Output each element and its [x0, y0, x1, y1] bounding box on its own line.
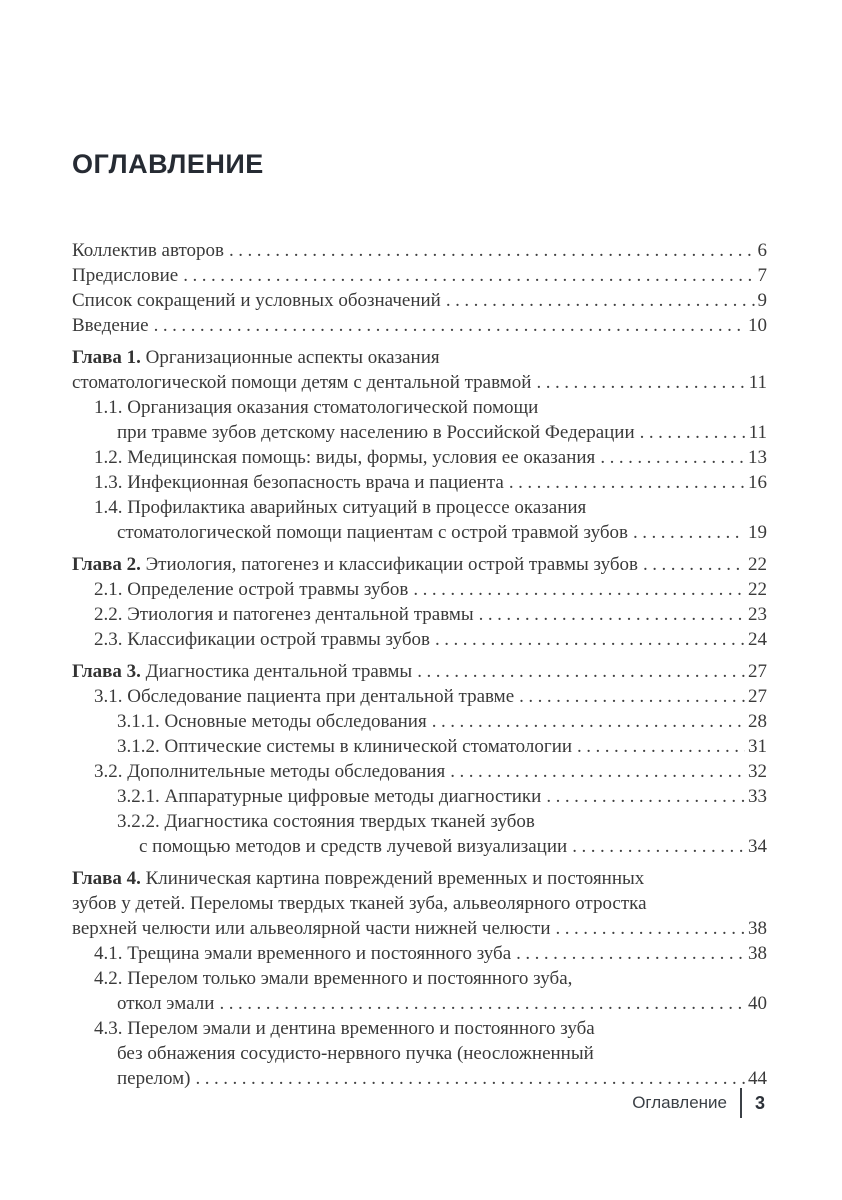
toc-entry-text: стоматологической помощи детям с дентальной травмой — [72, 372, 532, 393]
toc-entry-text: Коллектив авторов — [72, 240, 224, 261]
toc-entry-text: 4.1. Трещина эмали временного и постоянного зуба — [94, 943, 512, 964]
toc-entry-line — [72, 916, 767, 941]
toc-entry — [72, 627, 767, 652]
toc-entry — [72, 784, 767, 809]
footer-divider — [740, 1088, 742, 1118]
toc-entry-line — [72, 709, 767, 734]
toc-entry-text: при травме зубов детскому населению в Российской Федерации — [117, 422, 635, 443]
chapter-label: Глава 3. — [72, 661, 146, 682]
chapter-label: Глава 2. — [72, 554, 146, 575]
toc-page-number: 13 — [748, 447, 767, 468]
toc-entry-text: 1.2. Медицинская помощь: виды, формы, условия ее оказания — [94, 447, 596, 468]
dot-leader — [432, 709, 745, 734]
dot-leader — [516, 941, 745, 966]
toc-entry-line — [72, 520, 767, 545]
toc-entry-line — [72, 891, 767, 916]
dot-leader — [643, 552, 745, 577]
toc-page-number: 32 — [748, 761, 767, 782]
dot-leader — [435, 627, 745, 652]
chapter-label: Глава 1. — [72, 347, 146, 368]
toc-entry-text: 1.4. Профилактика аварийных ситуаций в процессе оказания — [94, 497, 587, 518]
toc-entry-text: 3.2. Дополнительные методы обследования — [94, 761, 446, 782]
toc-entry-text: без обнажения сосудисто-нервного пучка (неосложненный — [117, 1043, 594, 1064]
dot-leader — [154, 313, 745, 338]
toc-entry — [72, 395, 767, 445]
toc-page-number: 38 — [748, 918, 767, 939]
toc-entry-text: с помощью методов и средств лучевой визуализации — [139, 836, 568, 857]
dot-leader — [572, 834, 745, 859]
toc-entry-text: 2.2. Этиология и патогенез дентальной травмы — [94, 604, 474, 625]
toc-entry-line — [72, 395, 767, 420]
toc-entry — [72, 866, 767, 941]
toc-entry — [72, 288, 767, 313]
toc-entry — [72, 345, 767, 395]
dot-leader — [519, 684, 745, 709]
toc-entry — [72, 552, 767, 577]
toc-entry-line — [72, 420, 767, 445]
toc-page-number: 22 — [748, 579, 767, 600]
toc-entry-line — [72, 370, 767, 395]
toc-list — [72, 238, 767, 1091]
toc-entry — [72, 734, 767, 759]
toc-entry-text: верхней челюсти или альвеолярной части нижней челюсти — [72, 918, 551, 939]
toc-entry-text: перелом) — [117, 1068, 191, 1089]
toc-entry-text: 3.2.1. Аппаратурные цифровые методы диагностики — [117, 786, 542, 807]
toc-entry-line — [72, 809, 767, 834]
toc-page-number: 19 — [748, 522, 767, 543]
toc-entry-text: зубов у детей. Переломы твердых тканей зуба, альвеолярного отростка — [72, 893, 647, 914]
toc-entry — [72, 602, 767, 627]
toc-entry-text: Глава 3. Диагностика дентальной травмы — [72, 661, 413, 682]
toc-entry-line — [72, 684, 767, 709]
toc-page-number: 38 — [748, 943, 767, 964]
toc-entry-text: Список сокращений и условных обозначений — [72, 290, 441, 311]
toc-entry-text: стоматологической помощи пациентам с острой травмой зубов — [117, 522, 629, 543]
dot-leader — [536, 370, 745, 395]
toc-page-number: 27 — [748, 661, 767, 682]
dot-leader — [556, 916, 746, 941]
toc-page-number: 11 — [748, 422, 767, 443]
page-footer — [632, 1088, 765, 1118]
footer-section-label: Оглавление — [632, 1093, 727, 1112]
toc-entry — [72, 809, 767, 859]
toc-entry-text: откол эмали — [117, 993, 215, 1014]
toc-entry-text: 1.1. Организация оказания стоматологической помощи — [94, 397, 539, 418]
toc-entry — [72, 238, 767, 263]
toc-entry-line — [72, 288, 767, 313]
toc-entry-line — [72, 238, 767, 263]
toc-entry-text: 3.1. Обследование пациента при дентальной травме — [94, 686, 515, 707]
toc-entry — [72, 684, 767, 709]
toc-page-number: 9 — [757, 290, 767, 311]
toc-entry-line — [72, 495, 767, 520]
toc-entry-text: 2.1. Определение острой травмы зубов — [94, 579, 409, 600]
toc-entry-text: Глава 1. Организационные аспекты оказания — [72, 347, 440, 368]
toc-entry-text: 1.3. Инфекционная безопасность врача и пациента — [94, 472, 504, 493]
dot-leader — [450, 759, 745, 784]
dot-leader — [229, 238, 755, 263]
toc-page-number: 10 — [748, 315, 767, 336]
dot-leader — [479, 602, 745, 627]
dot-leader — [183, 263, 754, 288]
toc-entry-text: 4.2. Перелом только эмали временного и постоянного зуба, — [94, 968, 573, 989]
toc-entry-text: Глава 2. Этиология, патогенез и классификации острой травмы зубов — [72, 554, 639, 575]
footer-page-number: 3 — [754, 1092, 765, 1113]
toc-entry-line — [72, 577, 767, 602]
toc-entry-text: 3.1.1. Основные методы обследования — [117, 711, 427, 732]
toc-page-number: 6 — [757, 240, 767, 261]
toc-entry-line — [72, 966, 767, 991]
toc-entry — [72, 577, 767, 602]
chapter-label: Глава 4. — [72, 868, 146, 889]
dot-leader — [446, 288, 755, 313]
toc-entry — [72, 470, 767, 495]
toc-entry-line — [72, 313, 767, 338]
toc-entry — [72, 445, 767, 470]
toc-page-number: 24 — [748, 629, 767, 650]
dot-leader — [413, 577, 745, 602]
toc-page-number: 23 — [748, 604, 767, 625]
toc-page-number: 31 — [748, 736, 767, 757]
toc-page-number: 27 — [748, 686, 767, 707]
toc-page-number: 40 — [748, 993, 767, 1014]
dot-leader — [633, 520, 745, 545]
toc-page-number: 28 — [748, 711, 767, 732]
toc-page-number: 44 — [748, 1068, 767, 1089]
toc-entry-line — [72, 1041, 767, 1066]
toc-page-number: 11 — [748, 372, 767, 393]
toc-entry-line — [72, 445, 767, 470]
toc-entry-line — [72, 1016, 767, 1041]
toc-entry-text: Предисловие — [72, 265, 179, 286]
toc-entry — [72, 941, 767, 966]
dot-leader — [219, 991, 745, 1016]
toc-entry-line — [72, 734, 767, 759]
toc-entry-line — [72, 602, 767, 627]
toc-entry — [72, 313, 767, 338]
toc-entry — [72, 659, 767, 684]
toc-entry-line — [72, 834, 767, 859]
toc-entry — [72, 759, 767, 784]
dot-leader — [509, 470, 745, 495]
toc-entry-line — [72, 759, 767, 784]
toc-page-number: 16 — [748, 472, 767, 493]
toc-entry — [72, 709, 767, 734]
toc-page-number: 7 — [757, 265, 767, 286]
toc-entry-text: 3.1.2. Оптические системы в клинической стоматологии — [117, 736, 573, 757]
toc-page-number: 33 — [748, 786, 767, 807]
toc-entry — [72, 263, 767, 288]
toc-entry-text: 3.2.2. Диагностика состояния твердых тканей зубов — [117, 811, 535, 832]
toc-entry-line — [72, 470, 767, 495]
dot-leader — [417, 659, 745, 684]
dot-leader — [600, 445, 745, 470]
toc-entry-text: 4.3. Перелом эмали и дентина временного и постоянного зуба — [94, 1018, 595, 1039]
toc-entry-line — [72, 552, 767, 577]
page-title: ОГЛАВЛЕНИЕ — [72, 149, 264, 179]
dot-leader — [577, 734, 745, 759]
toc-entry — [72, 966, 767, 1016]
toc-entry — [72, 1016, 767, 1091]
toc-entry — [72, 495, 767, 545]
dot-leader — [640, 420, 746, 445]
toc-entry-text: 2.3. Классификации острой травмы зубов — [94, 629, 430, 650]
toc-entry-line — [72, 784, 767, 809]
toc-entry-line — [72, 263, 767, 288]
toc-entry-line — [72, 866, 767, 891]
toc-entry-line — [72, 345, 767, 370]
toc-entry-line — [72, 659, 767, 684]
toc-entry-line — [72, 941, 767, 966]
toc-entry-line — [72, 991, 767, 1016]
toc-page-number: 34 — [748, 836, 767, 857]
dot-leader — [546, 784, 745, 809]
toc-entry-line — [72, 627, 767, 652]
toc-entry-text: Введение — [72, 315, 149, 336]
toc-page-number: 22 — [748, 554, 767, 575]
toc-entry-text: Глава 4. Клиническая картина повреждений временных и постоянных — [72, 868, 645, 889]
